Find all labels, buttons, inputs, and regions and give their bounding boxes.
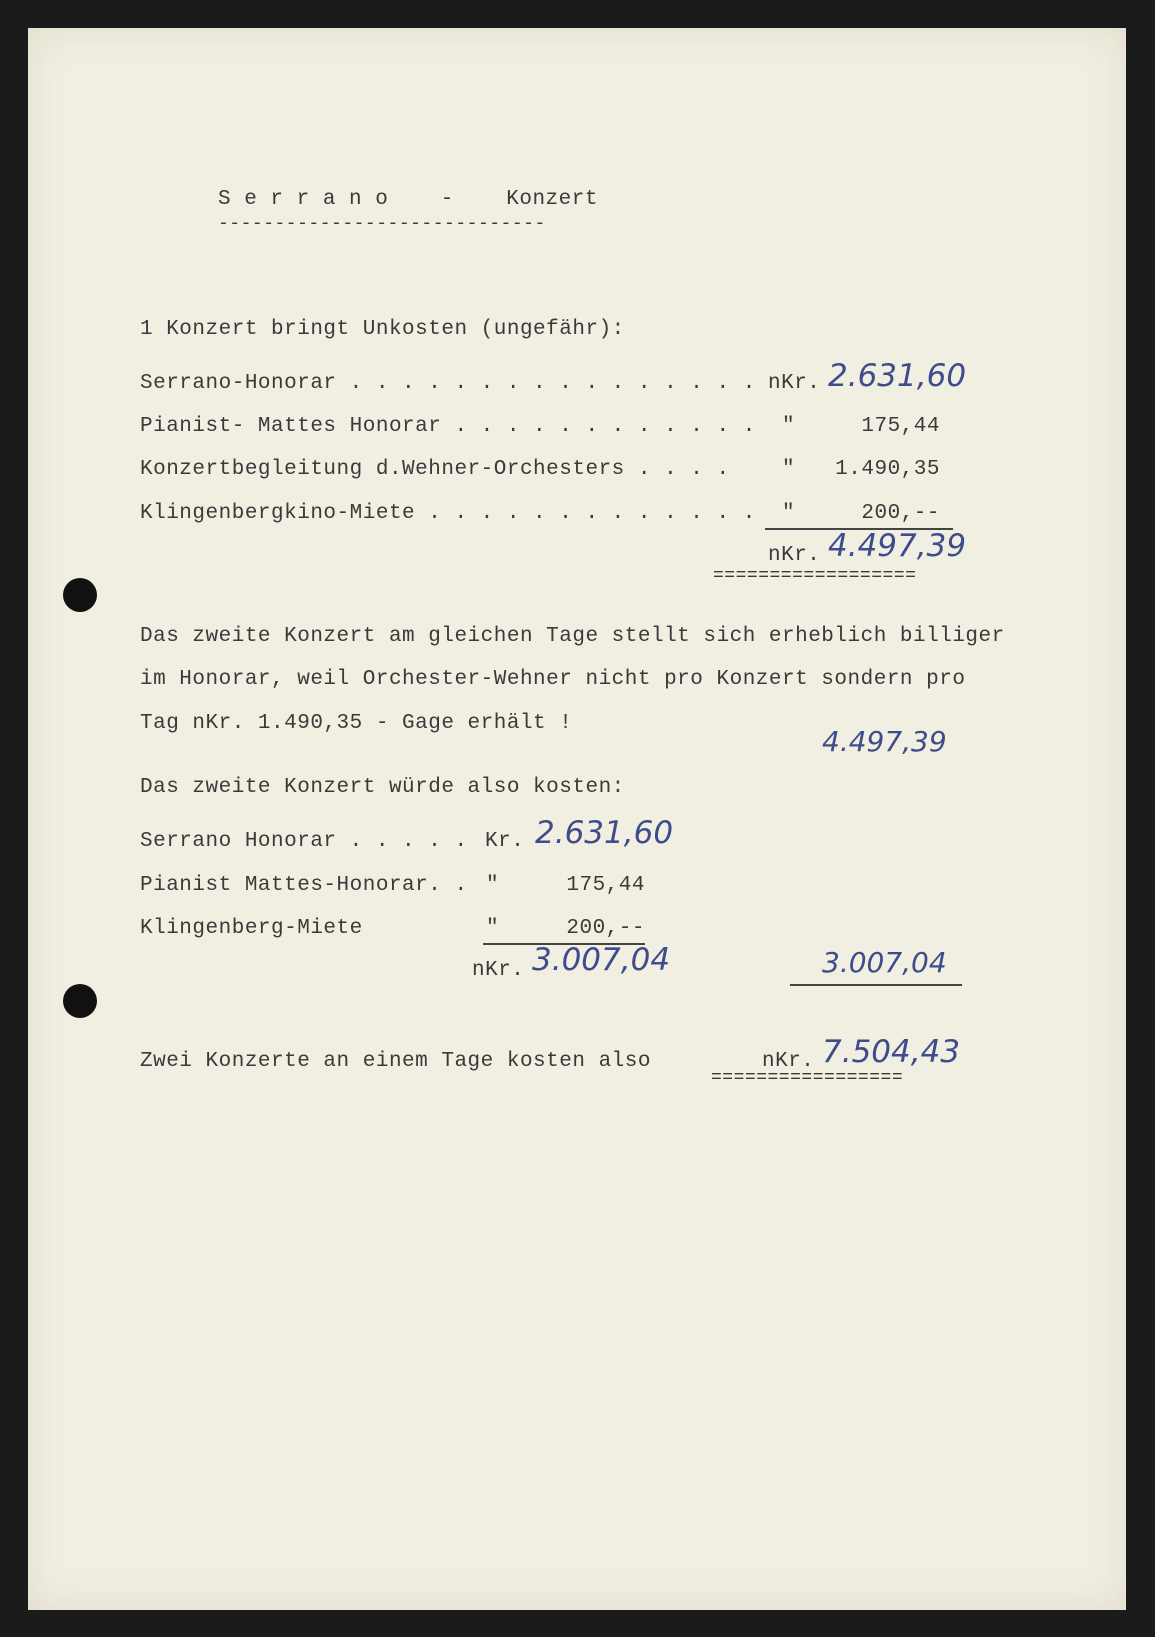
handwritten-grand-total: 7.504,43 (822, 1034, 961, 1070)
cost-amount: 175,44 (861, 415, 940, 438)
cost-label: Serrano-Honorar . . . . . . . . . . . . . . . . (140, 372, 756, 395)
currency: nKr. (472, 959, 525, 982)
cost-amount: 200,-- (566, 917, 645, 940)
currency: nKr. (762, 1050, 815, 1073)
cost-label: Klingenbergkino-Miete . . . . . . . . . . . . . (140, 502, 756, 525)
handwritten-amount: 2.631,60 (535, 815, 674, 851)
final-label: Zwei Konzerte an einem Tage kosten also (140, 1050, 651, 1073)
ditto-mark: " (782, 458, 796, 481)
punch-hole (63, 578, 97, 612)
paragraph-line: im Honorar, weil Orchester-Wehner nicht pro Konzert sondern pro (140, 668, 966, 691)
ditto-mark: " (486, 874, 500, 897)
cost-label: Pianist- Mattes Honorar . . . . . . . . . . . . (140, 415, 756, 438)
cost-amount: 175,44 (566, 874, 645, 897)
margin-amount: 4.497,39 (822, 725, 947, 758)
paragraph-line: Das zweite Konzert am gleichen Tage stellt sich erheblich billiger (140, 625, 1005, 648)
page-title: S e r r a n o - Konzert (218, 188, 598, 211)
double-rule: ================= (711, 1068, 904, 1088)
ditto-mark: " (782, 415, 796, 438)
ditto-mark: " (782, 502, 796, 525)
handwritten-amount: 2.631,60 (828, 358, 967, 394)
margin-amount: 3.007,04 (822, 946, 947, 979)
double-rule: ================== (713, 566, 917, 586)
intro-text: Das zweite Konzert würde also kosten: (140, 776, 625, 799)
cost-label: Pianist Mattes-Honorar. . (140, 874, 468, 897)
intro-text: 1 Konzert bringt Unkosten (ungefähr): (140, 318, 625, 341)
title-underline: ----------------------------- (218, 214, 546, 234)
currency: Kr. (485, 830, 525, 853)
paragraph-line: Tag nKr. 1.490,35 - Gage erhält ! (140, 712, 573, 735)
ditto-mark: " (486, 917, 500, 940)
punch-hole (63, 984, 97, 1018)
handwritten-total: 4.497,39 (828, 528, 967, 564)
cost-label: Klingenberg-Miete (140, 917, 363, 940)
cost-label: Serrano Honorar . . . . . (140, 830, 468, 853)
currency: nKr. (768, 372, 821, 395)
sum-line (790, 984, 962, 986)
cost-amount: 200,-- (861, 502, 940, 525)
currency: nKr. (768, 544, 821, 567)
cost-amount: 1.490,35 (835, 458, 940, 481)
handwritten-total: 3.007,04 (532, 942, 671, 978)
cost-label: Konzertbegleitung d.Wehner-Orchesters . . . . (140, 458, 730, 481)
